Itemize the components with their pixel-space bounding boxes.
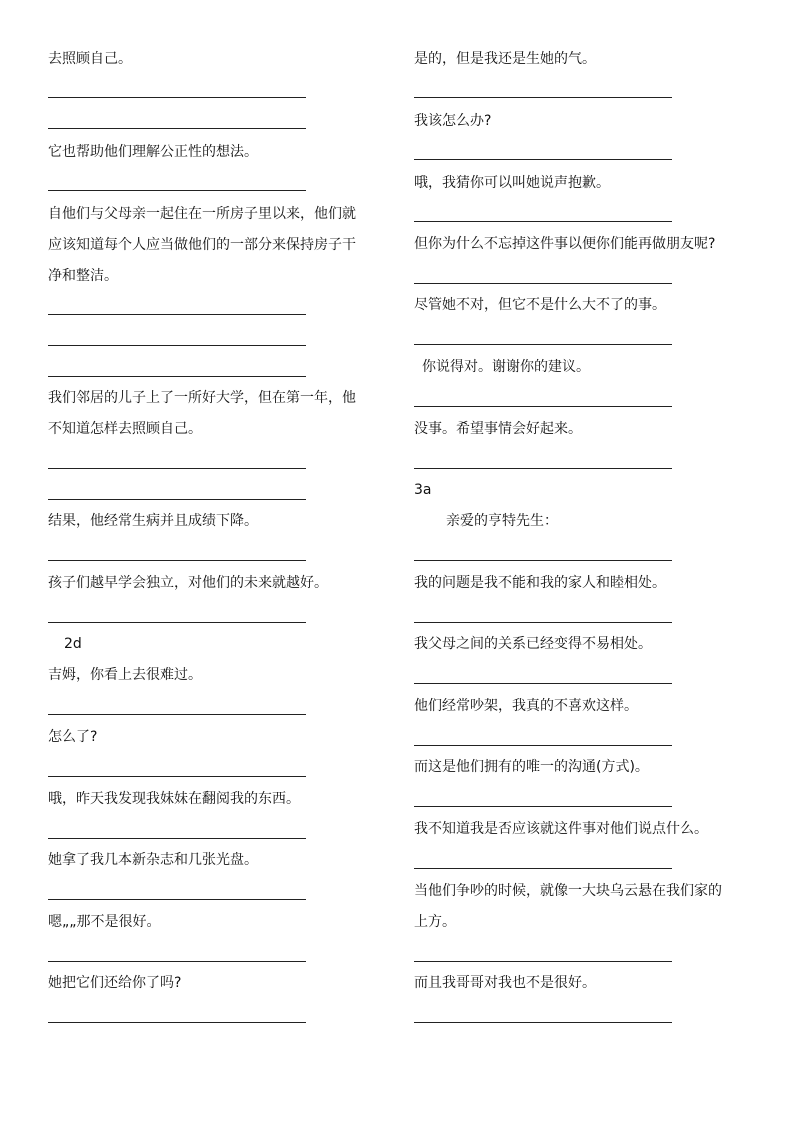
section-heading: 2d <box>64 636 82 652</box>
answer-line <box>48 899 306 900</box>
answer-line <box>48 190 306 191</box>
answer-line <box>414 868 672 869</box>
sentence: 而这是他们拥有的唯一的沟通(方式)。 <box>414 759 649 775</box>
sentence: 她把它们还给你了吗? <box>48 975 182 991</box>
sentence: 你说得对。谢谢你的建议。 <box>422 359 590 375</box>
answer-line <box>48 468 306 469</box>
answer-line <box>48 838 306 839</box>
answer-line <box>414 406 672 407</box>
sentence: 是的，但是我还是生她的气。 <box>414 51 596 67</box>
answer-line <box>48 714 306 715</box>
answer-line <box>414 344 672 345</box>
answer-line <box>414 221 672 222</box>
answer-line <box>414 745 672 746</box>
answer-line <box>48 376 306 377</box>
sentence: 但你为什么不忘掉这件事以便你们能再做朋友呢? <box>414 236 716 252</box>
answer-line <box>48 1022 306 1023</box>
sentence: 嗯„„那不是很好。 <box>48 914 161 930</box>
sentence: 它也帮助他们理解公正性的想法。 <box>48 144 258 160</box>
sentence: 上方。 <box>414 914 456 930</box>
sentence: 哦，我猜你可以叫她说声抱歉。 <box>414 175 610 191</box>
sentence: 哦，昨天我发现我妹妹在翻阅我的东西。 <box>48 791 300 807</box>
answer-line <box>414 283 672 284</box>
answer-line <box>48 97 306 98</box>
sentence: 孩子们越早学会独立，对他们的未来就越好。 <box>48 575 328 591</box>
answer-line <box>414 961 672 962</box>
answer-line <box>414 683 672 684</box>
section-heading: 3a <box>414 482 432 498</box>
sentence: 我的问题是我不能和我的家人和睦相处。 <box>414 575 666 591</box>
sentence: 没事。希望事情会好起来。 <box>414 421 582 437</box>
sentence: 他们经常吵架，我真的不喜欢这样。 <box>414 698 638 714</box>
answer-line <box>48 560 306 561</box>
sentence: 我们邻居的儿子上了一所好大学，但在第一年，他 <box>48 390 356 406</box>
sentence: 去照顾自己。 <box>48 51 132 67</box>
sentence: 怎么了? <box>48 729 98 745</box>
sentence: 吉姆，你看上去很难过。 <box>48 667 202 683</box>
sentence: 当他们争吵的时候，就像一大块乌云悬在我们家的 <box>414 883 722 899</box>
answer-line <box>414 560 672 561</box>
answer-line <box>48 499 306 500</box>
answer-line <box>414 1022 672 1023</box>
sentence: 应该知道每个人应当做他们的一部分来保持房子干 <box>48 237 356 253</box>
sentence: 我不知道我是否应该就这件事对他们说点什么。 <box>414 821 708 837</box>
answer-line <box>48 961 306 962</box>
sentence: 不知道怎样去照顾自己。 <box>48 421 202 437</box>
sentence: 自他们与父母亲一起住在一所房子里以来，他们就 <box>48 206 356 222</box>
sentence: 尽管她不对，但它不是什么大不了的事。 <box>414 297 666 313</box>
answer-line <box>414 622 672 623</box>
letter-salutation: 亲爱的亨特先生： <box>446 513 558 529</box>
sentence: 而且我哥哥对我也不是很好。 <box>414 975 596 991</box>
answer-line <box>414 468 672 469</box>
sentence: 我该怎么办? <box>414 113 492 129</box>
sentence: 她拿了我几本新杂志和几张光盘。 <box>48 852 258 868</box>
sentence: 结果，他经常生病并且成绩下降。 <box>48 513 258 529</box>
answer-line <box>414 159 672 160</box>
answer-line <box>48 622 306 623</box>
sentence: 我父母之间的关系已经变得不易相处。 <box>414 636 652 652</box>
sentence: 净和整洁。 <box>48 268 118 284</box>
answer-line <box>48 776 306 777</box>
answer-line <box>48 314 306 315</box>
answer-line <box>414 97 672 98</box>
answer-line <box>414 806 672 807</box>
answer-line <box>48 345 306 346</box>
answer-line <box>48 128 306 129</box>
